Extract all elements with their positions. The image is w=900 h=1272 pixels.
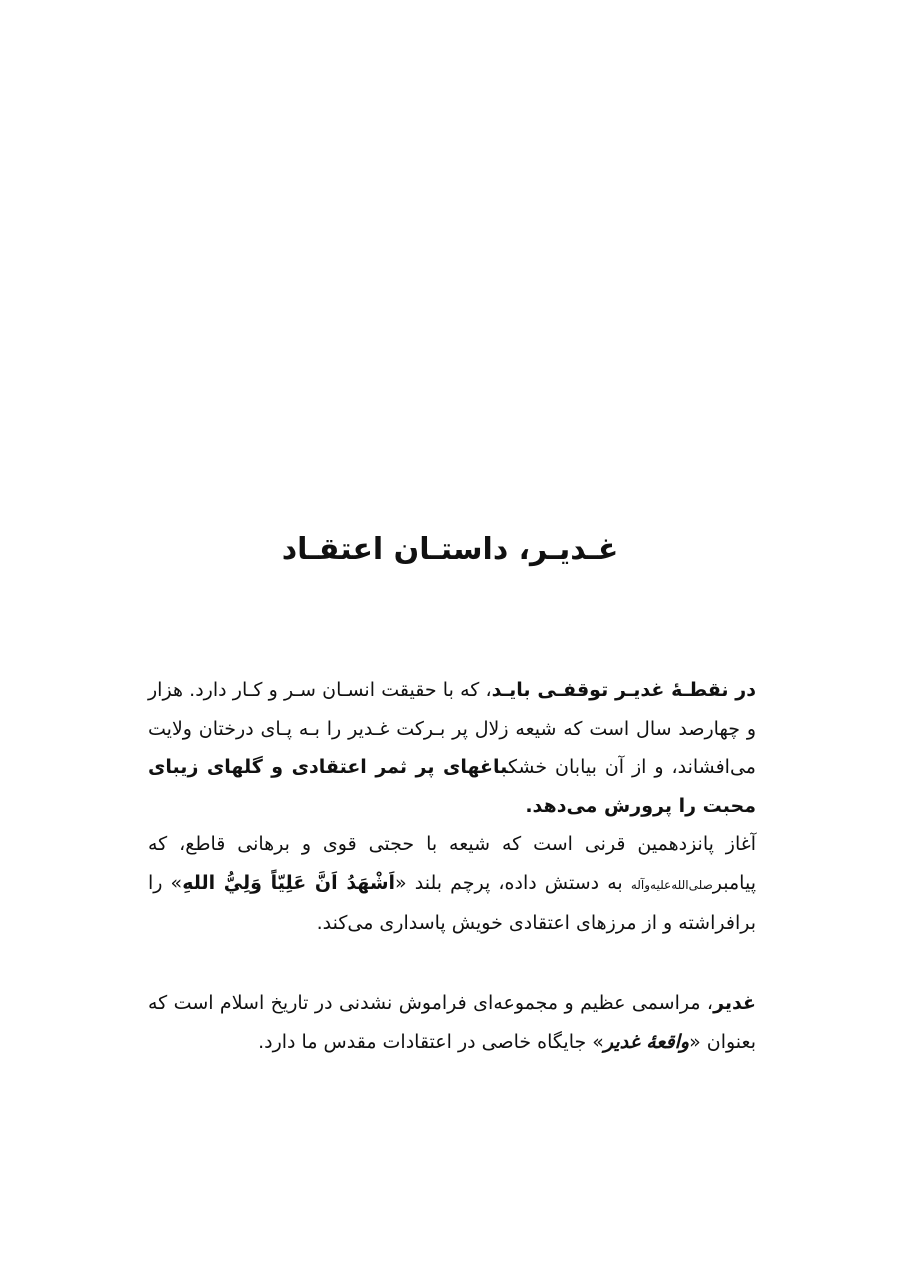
paragraph-2 [148,825,772,943]
paragraph-3-text-a: ، مراسمی عظیم و مجموعه‌ای فراموش نشدنی در تاریخ اسلام است که بعنوان « [148,992,756,1053]
paragraph-2-text-c: » را برافراشته و از مرزهای اعتقادی خویش پاسداری می‌کند. [148,871,756,934]
paragraph-3-bold-lead: غدیر [713,992,756,1014]
paragraph-1-bold-lead: در نقطـۀ غدیـر توقفـی بایـد [491,679,756,701]
page-title: غـدیـر، داستـان اعتقـاد [281,532,619,567]
paragraph-2-text-a: آغاز پانزدهمین قرنی است که شیعه با حجتی قوی و برهانی قاطع، که پیامبر [148,833,756,894]
paragraph-1-bold-tail: باغهای پر ثمر اعتقادی و گلهای زیبای محبت را پرورش می‌دهد. [148,756,756,817]
paragraph-3-bold-italic: واقعۀ غدیر [603,1030,690,1053]
paragraph-3 [148,984,756,1061]
honorific-text: صلی‌الله‌علیه‌وآله [630,877,713,892]
arabic-quote: اَشْهَدُ اَنَّ عَلِيّاً وَلِيُّ اللهِ [182,871,396,894]
paragraph-2-text-b: به دستش داده، پرچم بلند « [395,871,631,894]
paragraph-1 [148,671,756,825]
paragraph-3-text-b: » جایگاه خاصی در اعتقادات مقدس ما دارد. [258,1030,604,1053]
paragraph-1-text: ، که با حقیقت انسـان سـر و کـار دارد. هزار و چهارصد سال است که شیعه زلال پر بـرکت غـدیر را بـه پـای درختان ولایت می‌افشاند، و از آن بیابان خشک [148,679,756,778]
